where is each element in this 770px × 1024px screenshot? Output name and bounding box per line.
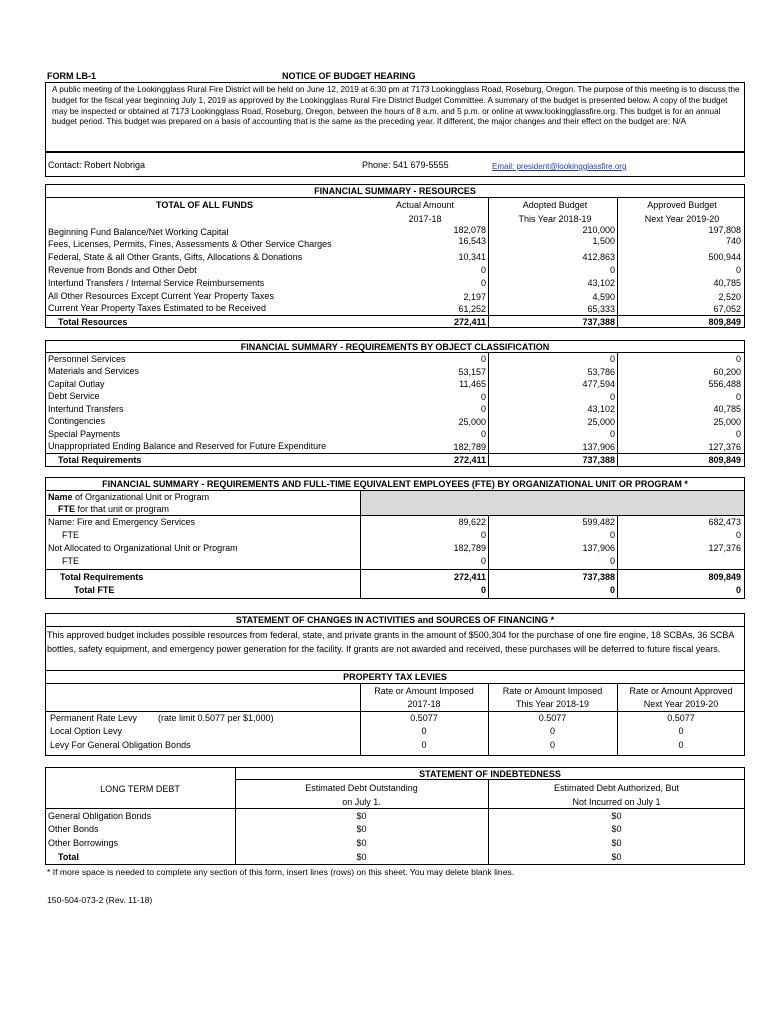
res-col1-head: Actual Amount: [395, 200, 455, 210]
table-cell: 10,341: [458, 252, 486, 262]
table-cell: 272,411: [453, 455, 486, 465]
permanent-rate-label: Permanent Rate Levy: [50, 713, 138, 723]
table-cell: 0: [421, 726, 427, 736]
table-cell: 740: [725, 236, 741, 246]
table-cell: 809,849: [708, 572, 741, 582]
table-cell: 0: [609, 429, 615, 439]
table-cell: 4,590: [592, 292, 615, 302]
debt-col1-head: Estimated Debt Outstanding: [305, 783, 418, 793]
fte-fte-label: [58, 503, 169, 515]
table-cell: 0: [735, 585, 741, 595]
res-col3-head: Approved Budget: [647, 200, 717, 210]
table-cell: 0: [549, 740, 555, 750]
table-cell: 0: [421, 740, 427, 750]
fte-gray-cell: [361, 491, 744, 515]
table-cell: 25,000: [713, 417, 741, 427]
table-cell: 0: [609, 556, 615, 566]
changes-text: This approved budget includes possible resources from federal, state, and private grants in the amount of $500,304 for the purchase of one fire engine, 18 SCBAs, 36 SCBA bottles, safety equipment, and emergency power generation for the facility. If grants are not awarded and received, these purchases will be deferred to future fiscal years.: [47, 630, 734, 654]
table-cell: 11,465: [459, 379, 486, 389]
table-cell: 0: [735, 392, 741, 402]
table-row-label: Name: Fire and Emergency Services: [48, 517, 196, 527]
table-row-label: Not Allocated to Organizational Unit or Program: [48, 543, 238, 553]
table-cell: 599,482: [582, 517, 615, 527]
table-cell: 137,906: [582, 543, 615, 553]
table-row-label: Other Borrowings: [48, 838, 119, 848]
table-row-label: Interfund Transfers: [48, 404, 124, 414]
permanent-rate-note: (rate limit 0.5077 per $1,000): [158, 713, 274, 723]
table-cell: 809,849: [708, 317, 741, 327]
table-cell: 25,000: [587, 417, 615, 427]
table-cell: 2,520: [718, 292, 741, 302]
table-cell: 0: [735, 354, 741, 364]
table-row-label: Federal, State & all Other Grants, Gifts, Allocations & Donations: [48, 252, 303, 262]
table-row-label: All Other Resources Except Current Year Property Taxes: [48, 291, 274, 301]
table-cell: 127,376: [708, 442, 741, 452]
table-cell: 16,543: [458, 236, 486, 246]
debt-col2-sub: Not Incurred on July 1: [572, 797, 661, 807]
table-cell: 182,789: [453, 543, 486, 553]
table-cell: 0: [609, 585, 615, 595]
table-row-label: FTE: [62, 530, 79, 540]
res-col1-year: 2017-18: [408, 214, 442, 224]
table-cell: 0: [735, 530, 741, 540]
fte-total-requirements-label: Total Requirements: [60, 572, 144, 582]
table-cell: $0: [356, 824, 367, 834]
tax-col1-head: Rate or Amount Imposed: [374, 686, 474, 696]
table-cell: 40,785: [713, 278, 741, 288]
table-cell: 0: [480, 265, 486, 275]
table-cell: 272,411: [453, 572, 486, 582]
table-cell: 0: [609, 265, 615, 275]
table-row-label: Levy For General Obligation Bonds: [50, 740, 191, 750]
intro-text: A public meeting of the Lookingglass Rural Fire District will be held on June 12, 2019 at 6:30 pm at 7173 Lookingglass Road, Roseburg, Oregon. The purpose of this meeting is to discuss the budget for the fiscal year beginning July 1, 2019 as approved by the Lookingglass Rural Fire District Budget Committee. A summary of the budget is presented below. A copy of the budget may be inspected or obtained at 7173 Lookingglass Road, Roseburg, Oregon, between the hours of 8 a.m. and 5 p.m. or online at www.lookingglassfire.org. This budget is for an annual budget period. This budget was prepared on a basis of accounting that is the same as the preceding year. If different, the major changes and their effect on the budget are: N/A: [52, 85, 740, 127]
table-cell: 61,252: [458, 304, 486, 314]
debt-col2-head: Estimated Debt Authorized, But: [553, 783, 680, 793]
table-cell: 0.5077: [667, 713, 695, 723]
table-row-label: Other Bonds: [48, 824, 99, 834]
changes-title: STATEMENT OF CHANGES IN ACTIVITIES and SOURCES OF FINANCING *: [235, 615, 555, 625]
contact-phone: Phone: 541 679-5555: [362, 160, 449, 170]
debt-title: STATEMENT OF INDEBTEDNESS: [419, 769, 561, 779]
table-cell: 0: [480, 392, 486, 402]
table-row-label: Materials and Services: [48, 366, 140, 376]
table-cell: 127,376: [708, 543, 741, 553]
table-cell: $0: [356, 811, 367, 821]
table-cell: 0: [480, 278, 486, 288]
tax-col1-year: 2017-18: [407, 699, 441, 709]
table-cell: 0: [549, 726, 555, 736]
table-cell: 53,157: [458, 367, 486, 377]
table-cell: 477,594: [582, 379, 615, 389]
table-cell: 0: [480, 556, 486, 566]
table-row-label: Personnel Services: [48, 354, 126, 364]
res-col3-year: Next Year 2019-20: [644, 214, 720, 224]
table-cell: 0: [735, 265, 741, 275]
requirements-title: FINANCIAL SUMMARY - REQUIREMENTS BY OBJECT CLASSIFICATION: [240, 342, 550, 352]
table-cell: $0: [356, 852, 367, 862]
fte-name-rest: of Organizational Unit or Program: [72, 492, 210, 502]
table-cell: 0: [609, 354, 615, 364]
table-cell: $0: [611, 824, 622, 834]
table-row-label: Debt Service: [48, 391, 100, 401]
table-cell: $0: [611, 852, 622, 862]
table-cell: 0: [735, 429, 741, 439]
table-cell: 137,906: [582, 442, 615, 452]
table-row-label: General Obligation Bonds: [48, 811, 152, 821]
table-row-label: Special Payments: [48, 429, 121, 439]
table-cell: 737,388: [582, 455, 615, 465]
table-cell: 197,808: [708, 225, 741, 235]
table-cell: 25,000: [458, 417, 486, 427]
fte-title: FINANCIAL SUMMARY - REQUIREMENTS AND FULL-TIME EQUIVALENT EMPLOYEES (FTE) BY ORGANIZATIONAL UNIT OR PROGRAM *: [102, 479, 688, 489]
contact-name: Contact: Robert Nobriga: [48, 160, 146, 170]
table-cell: 1,500: [592, 236, 615, 246]
form-id: FORM LB-1: [47, 71, 96, 81]
tax-col3-year: Next Year 2019-20: [643, 699, 719, 709]
tax-col2-head: Rate or Amount Imposed: [502, 686, 603, 696]
table-row-label: Fees, Licenses, Permits, Fines, Assessments & Other Service Charges: [48, 239, 332, 249]
table-cell: 0: [480, 530, 486, 540]
table-cell: $0: [356, 838, 367, 848]
contact-email-link[interactable]: Email: president@lookingglassfire.org: [492, 162, 627, 171]
table-cell: 737,388: [582, 317, 615, 327]
table-cell: 737,388: [582, 572, 615, 582]
table-row-label: Capital Outlay: [48, 379, 105, 389]
table-cell: 43,102: [587, 278, 615, 288]
table-cell: 53,786: [587, 367, 615, 377]
table-cell: 89,622: [458, 517, 486, 527]
table-cell: 40,785: [713, 404, 741, 414]
footer-note: * If more space is needed to complete any section of this form, insert lines (rows) on this sheet. You may delete blank lines.: [47, 867, 515, 877]
form-number: 150-504-073-2 (Rev. 11-18): [47, 895, 153, 905]
tax-col3-head: Rate or Amount Approved: [629, 686, 733, 696]
table-cell: 67,052: [713, 304, 741, 314]
table-cell: 0: [480, 354, 486, 364]
table-cell: 2,197: [463, 292, 486, 302]
table-cell: 0.5077: [538, 713, 567, 723]
table-cell: 272,411: [453, 317, 486, 327]
table-row-label: Revenue from Bonds and Other Debt: [48, 265, 197, 275]
table-cell: 0.5077: [410, 713, 438, 723]
table-cell: 182,078: [453, 225, 486, 235]
tax-col2-year: This Year 2018-19: [515, 699, 590, 709]
fte-name-bold: Name: [48, 492, 73, 502]
res-col2-year: This Year 2018-19: [518, 214, 592, 224]
table-row-label: Beginning Fund Balance/Net Working Capital: [48, 227, 229, 237]
table-cell: 182,789: [453, 442, 486, 452]
table-cell: 210,000: [582, 225, 615, 235]
table-cell: 412,863: [582, 252, 615, 262]
debt-left-head: LONG TERM DEBT: [100, 784, 180, 794]
table-cell: 0: [609, 392, 615, 402]
table-cell: 0: [609, 530, 615, 540]
table-row-label: Contingencies: [48, 416, 106, 426]
table-cell: $0: [611, 838, 622, 848]
table-cell: $0: [611, 811, 622, 821]
total-resources-label: Total Resources: [58, 317, 128, 327]
table-cell: 60,200: [713, 367, 741, 377]
table-cell: 556,488: [708, 379, 741, 389]
table-row-label: Local Option Levy: [50, 726, 123, 736]
table-cell: 0: [678, 726, 684, 736]
debt-col1-sub: on July 1.: [342, 797, 381, 807]
fte-fte-bold: FTE: [58, 504, 75, 514]
table-row-label: Current Year Property Taxes Estimated to be Received: [48, 303, 266, 313]
table-row-label: Interfund Transfers / Internal Service Reimbursements: [48, 278, 265, 288]
debt-total-label: Total: [58, 852, 79, 862]
total-all-funds-label: TOTAL OF ALL FUNDS: [156, 200, 253, 210]
table-cell: 809,849: [708, 455, 741, 465]
tax-title: PROPERTY TAX LEVIES: [343, 672, 447, 682]
fte-total-fte-label: Total FTE: [74, 585, 115, 595]
table-cell: 0: [480, 429, 486, 439]
fte-fte-rest: for that unit or program: [75, 504, 170, 514]
fte-name-label: [48, 491, 209, 503]
table-cell: 0: [480, 404, 486, 414]
page-title: NOTICE OF BUDGET HEARING: [282, 71, 416, 81]
table-cell: 682,473: [708, 517, 741, 527]
table-row-label: FTE: [62, 556, 79, 566]
total-requirements-label: Total Requirements: [58, 455, 142, 465]
table-cell: 500,944: [708, 252, 741, 262]
table-cell: 65,333: [587, 304, 615, 314]
table-row-label: Unappropriated Ending Balance and Reserved for Future Expenditure: [48, 441, 327, 451]
resources-title: FINANCIAL SUMMARY - RESOURCES: [314, 186, 476, 196]
table-cell: 0: [678, 740, 684, 750]
table-cell: 43,102: [587, 404, 615, 414]
res-col2-head: Adopted Budget: [522, 200, 588, 210]
table-cell: 0: [480, 585, 486, 595]
